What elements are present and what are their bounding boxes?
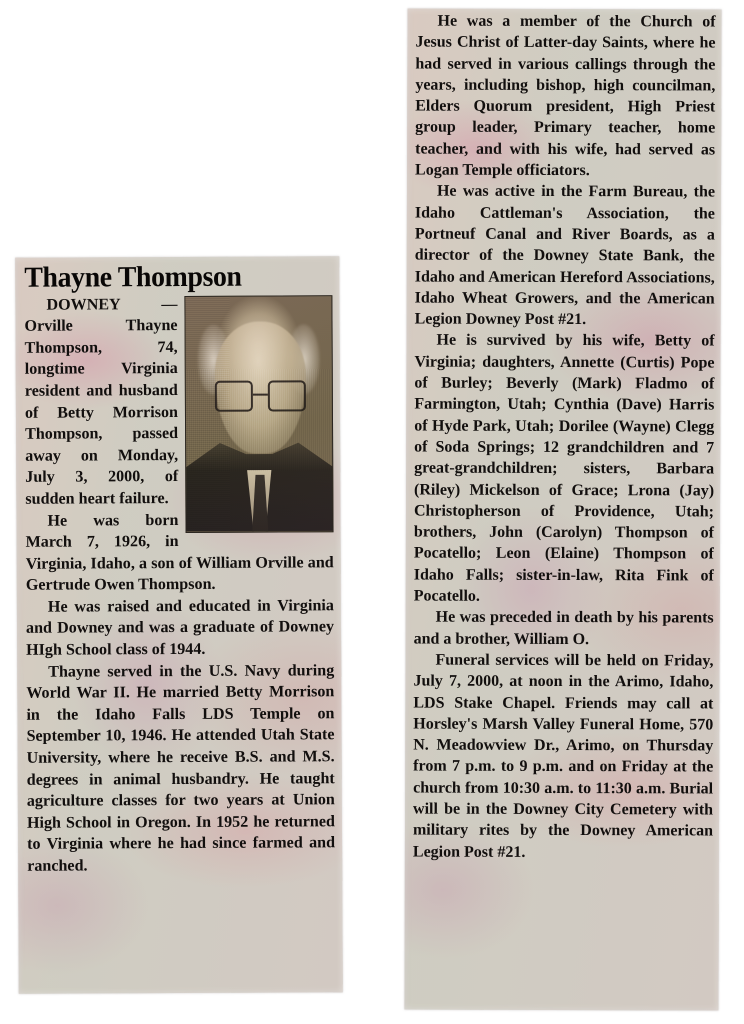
- paragraph-church-service: He was a member of the Church of Jesus Christ of Latter-day Saints, where he had served in various callings through the years, including bishop, high councilman, Elders Quorum president, High Priest group leader, Primary teacher, home teacher, and with his wife, had served as Logan Temple officiators.: [415, 12, 716, 180]
- paragraph-civic-activity: He was active in the Farm Bureau, the Idaho Cattleman's Association, the Portneuf Canal and River Boards, as a director of the Downey State Bank, the Idaho and American Hereford Associations, Idaho Wheat Growers, and the American Legion Downey Post #21.: [414, 182, 716, 329]
- photo-color-cast: [185, 296, 332, 532]
- left-column-body: [24, 293, 335, 878]
- paragraph-survivors: He is survived by his wife, Betty of Virginia; daughters, Annette (Curtis) Pope of Burley; Beverly (Mark) Fladmo of Farmington, Utah; Cynthia (Dave) Harris of Hyde Park, Utah; Dorilee (Wayne) Clegg of Soda Springs; 12 grandchildren and 7 great-grandchildren; sisters, Barbara (Riley) Mickelson of Grace; Lrona (Jay) Christopherson of Providence, Utah; brothers, John (Carolyn) Thompson of Pocatello; Leon (Elaine) Thompson of Idaho Falls; sister-in-law, Rita Fink of Pocatello.: [413, 332, 715, 605]
- paragraph-education: He was raised and educated in Virginia and Downey and was a graduate of Downey HIgh School class of 1944.: [25, 597, 335, 659]
- obituary-clipping-left: [15, 256, 343, 994]
- paragraph-service-career: Thayne served in the U.S. Navy during World War II. He married Betty Morrison in the Idaho Falls LDS Temple on September 10, 1946. He attended Utah State University, where he receive B.S. and M.S. degrees in animal husbandry. He taught agriculture classes for two years at Union High School in Oregon. In 1952 he returned to Virginia where he had since farmed and ranched.: [26, 661, 336, 875]
- portrait-photo: [184, 295, 333, 533]
- right-column-body: [413, 11, 716, 864]
- obituary-clipping-right: [404, 9, 721, 1011]
- paragraph-preceded-in-death: He was preceded in death by his parents and a brother, William O.: [413, 608, 714, 648]
- paragraph-lede: DOWNEY — Orville Thayne Thompson, 74, longtime Virginia resident and husband of Betty Morrison Thompson, passed away on Monday, July 3, 2000, of sudden heart failure.: [24, 295, 179, 508]
- paragraph-funeral-services: Funeral services will be held on Friday, July 7, 2000, at noon in the Arimo, Idaho, LDS Stake Chapel. Friends may call at Horsley's Marsh Valley Funeral Home, 570 N. Meadowview Dr., Arimo, on Thursday from 7 p.m. to 9 p.m. and on Friday at the church from 10:30 a.m. to 11:30 a.m. Burial will be in the Downey City Cemetery with military rites by the Downey American Legion Post #21.: [412, 651, 714, 861]
- page-title: Thayne Thompson: [24, 260, 242, 294]
- paragraph-birth: He was born March 7, 1926, in Virginia, Idaho, a son of William Orville and Gertrude Owen Thompson.: [25, 511, 334, 595]
